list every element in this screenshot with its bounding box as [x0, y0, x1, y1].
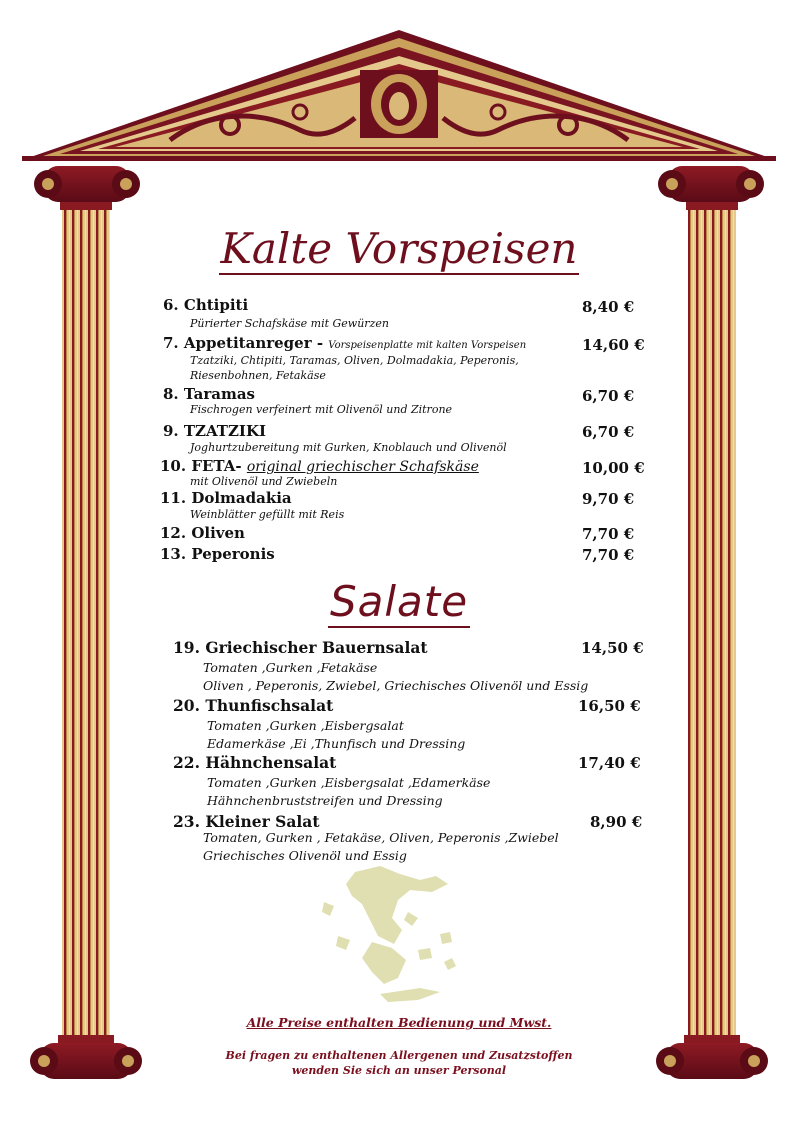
menu-item-desc: mit Olivenöl und Zwiebeln — [190, 475, 338, 488]
menu-item-desc: Griechisches Olivenöl und Essig — [203, 848, 407, 863]
menu-item-desc: Hähnchenbruststreifen und Dressing — [207, 793, 443, 808]
menu-item-desc: Tomaten, Gurken , Fetakäse, Oliven, Peperonis ,Zwiebel — [203, 830, 559, 845]
menu-item-price: 7,70 € — [582, 546, 635, 564]
allergen-notice-line: wenden Sie sich an unser Personal — [291, 1064, 507, 1077]
menu-item-name: 11. Dolmadakia — [160, 489, 292, 507]
menu-item-desc: Tomaten ,Gurken ,Eisbergsalat ,Edamerkäse — [207, 775, 491, 790]
menu-item-name: 9. TZATZIKI — [163, 422, 266, 440]
section-title-vorspeisen — [0, 224, 798, 273]
menu-item-price: 10,00 € — [582, 459, 645, 477]
menu-item-price: 17,40 € — [578, 754, 641, 772]
menu-item-name-text: 7. Appetitanreger - — [163, 334, 324, 352]
menu-item-desc: Oliven , Peperonis, Zwiebel, Griechisches Olivenöl und Essig — [203, 678, 589, 693]
menu-item-desc: Joghurtzubereitung mit Gurken, Knoblauch und Olivenöl — [190, 441, 507, 454]
menu-item-name-text: 10. FETA- — [160, 457, 242, 475]
menu-item-desc: Tomaten ,Gurken ,Fetakäse — [203, 660, 378, 675]
menu-item-desc: Pürierter Schafskäse mit Gewürzen — [190, 317, 389, 330]
section-title-salate — [0, 577, 798, 626]
menu-item-inline-desc: Vorspeisenplatte mit kalten Vorspeisen — [328, 340, 527, 351]
menu-item-price: 8,40 € — [582, 298, 635, 316]
menu-item-price: 14,60 € — [582, 336, 645, 354]
greece-map-icon — [322, 866, 456, 1002]
menu-item-desc: Fischrogen verfeinert mit Olivenöl und Zitrone — [190, 403, 453, 416]
menu-item-price: 6,70 € — [582, 423, 635, 441]
pediment — [22, 30, 776, 161]
menu-item-name: 8. Taramas — [163, 385, 255, 403]
menu-item-price: 14,50 € — [581, 639, 644, 657]
menu-item-name: 19. Griechischer Bauernsalat — [173, 638, 428, 657]
menu-item-price: 9,70 € — [582, 490, 635, 508]
section-title-salate-text: Salate — [329, 577, 469, 626]
menu-item-price: 16,50 € — [578, 697, 641, 715]
menu-item-desc: Edamerkäse ,Ei ,Thunfisch und Dressing — [207, 736, 466, 751]
price-notice: Alle Preise enthalten Bedienung und Mwst. — [246, 1015, 552, 1030]
menu-item-price: 6,70 € — [582, 387, 635, 405]
menu-item-price: 7,70 € — [582, 525, 635, 543]
menu-item-name: 20. Thunfischsalat — [173, 696, 334, 715]
menu-item-price: 8,90 € — [590, 813, 643, 831]
menu-item-name: 13. Peperonis — [160, 545, 275, 563]
menu-item-desc: Weinblätter gefüllt mit Reis — [190, 508, 345, 521]
menu-item-desc: Tomaten ,Gurken ,Eisbergsalat — [207, 718, 404, 733]
menu-item-desc: Tzatziki, Chtipiti, Taramas, Oliven, Dolmadakia, Peperonis, — [190, 354, 519, 367]
allergen-notice — [0, 1048, 798, 1078]
section-title-vorspeisen-text: Kalte Vorspeisen — [220, 224, 578, 273]
menu-item-name — [160, 457, 479, 475]
menu-item-name: 23. Kleiner Salat — [173, 812, 320, 831]
menu-item-name: 6. Chtipiti — [163, 296, 249, 314]
menu-item-name: 12. Oliven — [160, 524, 245, 542]
menu-item-name — [163, 334, 526, 352]
menu-item-name: 22. Hähnchensalat — [173, 753, 337, 772]
menu-item-desc: Riesenbohnen, Fetakäse — [190, 369, 326, 382]
menu-item-inline-desc: original griechischer Schafskäse — [246, 459, 479, 475]
allergen-notice-line: Bei fragen zu enthaltenen Allergenen und Zusatzstoffen — [225, 1049, 573, 1062]
